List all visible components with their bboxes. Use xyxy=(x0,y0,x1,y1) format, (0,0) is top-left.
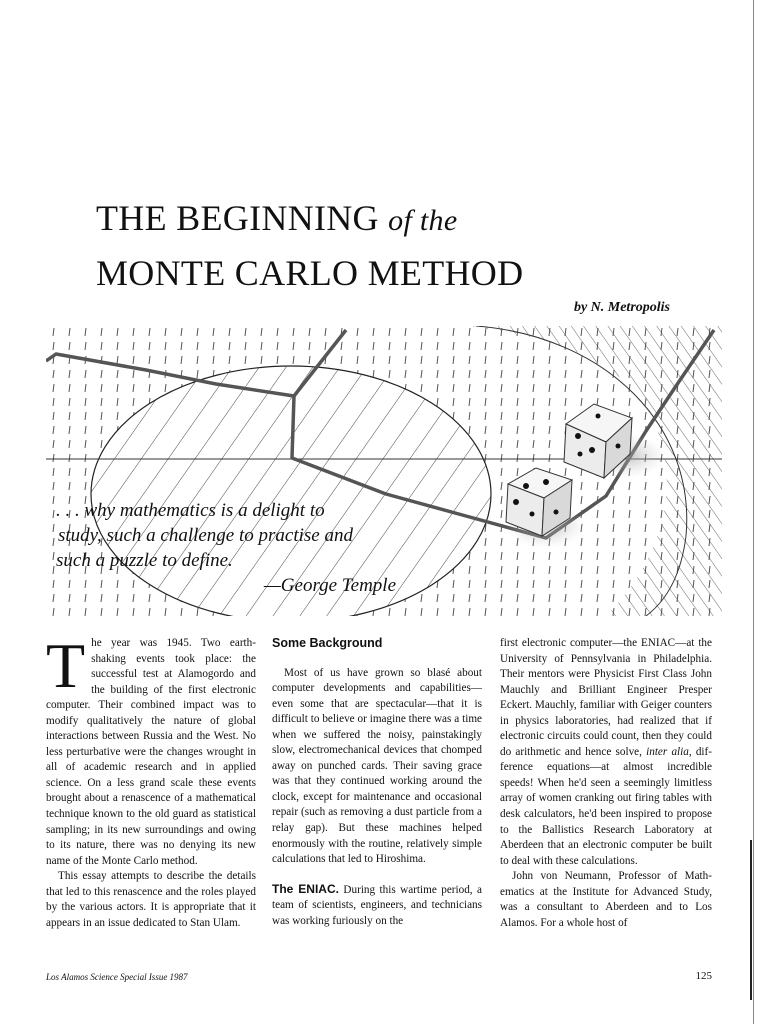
article-title xyxy=(96,192,696,299)
col3-paragraph-2: John von Neumann, Professor of Mathematics at the Institute for Advanced Study, was a consultant to Aberdeen and to Los Alamos. For a whole host of xyxy=(500,870,712,929)
col3-p1-italic: inter alia xyxy=(646,745,689,758)
title-line-1 xyxy=(96,192,696,247)
col2-paragraph-1: Most of us have grown so blasé about computer developments and capabilities—even some that are spectacular—that it is difficult to believe or imagine there was a time when we suffered the noisy, painstakingly slow, electromechanical devices that chomped away on punched cards. Their saving grace was that they continued working around the clock, except for maintenance and occasional repair (such as removing a dust particle from a relay gap). But these machines helped enormously with the routine, relatively simple calculations that led to Hiroshima. xyxy=(272,666,482,866)
page-edge-line xyxy=(753,0,754,1024)
col1-paragraph-1 xyxy=(46,630,256,869)
eniac-lede: The ENIAC. xyxy=(272,881,339,896)
col2-p2-text: During this wartime period, a team of scientists, engineers, and technicians was working furiously on the xyxy=(272,883,483,927)
col3-p1-a: first electronic computer—the ENIAC—at the University of Pennsylvania in Philadelphia. Their mentors were Physicist First Class John Mauchly and Brilliant Engineer Presper Eckert. Mauchly, familiar with Geiger counters in physics laboratories, had realized that if electronic circuits could count, then they could do arithmetic and hence solve, xyxy=(500,637,712,758)
page-number: 125 xyxy=(695,970,712,982)
quote-line-2: study, such a challenge to practise and xyxy=(58,525,353,546)
quote-line-1: . . . why mathematics is a delight to xyxy=(56,500,325,521)
page-edge-mark xyxy=(750,840,752,1000)
column-1 xyxy=(46,630,256,931)
col2-paragraph-2 xyxy=(272,882,482,930)
section-heading: Some Background xyxy=(272,636,383,650)
column-2 xyxy=(272,636,482,929)
footer-journal: Los Alamos Science Special Issue 1987 xyxy=(46,972,188,982)
col3-p1-b: , difference equations—at almost incredible speeds! When he'd seen a seemingly limitless array of women cranking out firing tables with desk calculators, he'd been inspired to propose to the Ballistics Research Laboratory at Aberdeen that an electronic computer be built to deal with these calculations. xyxy=(500,745,713,867)
byline: by N. Metropolis xyxy=(573,300,670,315)
title-main-1: THE BEGINNING xyxy=(96,198,379,238)
title-italic: of the xyxy=(388,204,458,237)
epigraph-quote xyxy=(56,498,436,598)
quote-line-3: such a puzzle to define. xyxy=(56,550,233,571)
title-line-2: MONTE CARLO METHOD xyxy=(96,253,524,293)
col3-paragraph-1 xyxy=(500,636,712,869)
col1-p1-text: he year was 1945. Two earth-shaking events took place: the successful test at Alamogordo and the building of the first electronic computer. Their combined impact was to modify qualitatively the nature of global interactions between Russia and the West. No less perturbative were the changes wrought in all of academic research and in applied science. On a less grand scale these events brought about a renascence of a mathematical technique known to the old guard as statistical sampling; in its new surroundings and owing to its nature, there was no denying its new name of the Monte Carlo method. xyxy=(46,637,256,867)
col1-paragraph-2: This essay attempts to describe the details that led to this renascence and the roles played by the various actors. It is appropriate that it appears in an issue dedicated to Stan Ulam. xyxy=(46,870,256,929)
quote-attribution: —George Temple xyxy=(263,575,396,596)
drop-cap: T xyxy=(46,630,86,701)
column-3 xyxy=(500,636,712,931)
